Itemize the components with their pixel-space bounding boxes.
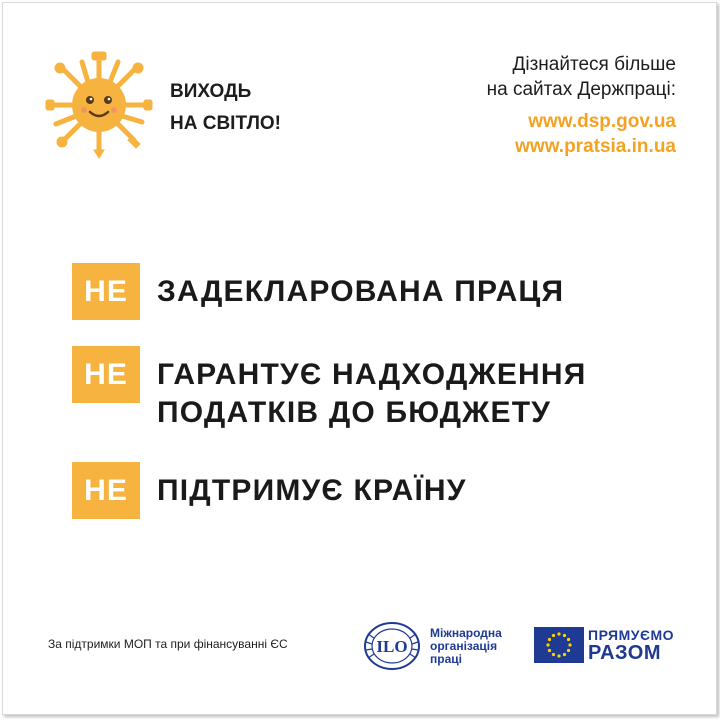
support-text: За підтримки МОП та при фінансуванні ЄС [48, 637, 288, 651]
eu-star [552, 634, 555, 637]
ne-badge: НЕ [72, 346, 140, 403]
svg-text:ILO: ILO [376, 637, 408, 656]
statement-text [157, 263, 564, 311]
ilo-name [430, 627, 502, 666]
ilo-logo [362, 620, 502, 672]
info-line-2: на сайтах Держпраці: [486, 79, 676, 100]
eu-star [567, 649, 570, 652]
eu-flag-icon [534, 627, 584, 663]
sun-logo-icon [44, 50, 154, 160]
ilo-emblem-icon [362, 620, 422, 672]
statement-2 [72, 346, 587, 432]
eu-star [563, 634, 566, 637]
ilo-line-2: організація [430, 638, 498, 653]
link-dsp[interactable]: www.dsp.gov.ua [528, 111, 676, 132]
statement-1 [72, 263, 564, 320]
campaign-title [170, 76, 281, 140]
ilo-line-3: праці [430, 651, 462, 666]
eu-line-2: РАЗОМ [588, 641, 662, 664]
eu-slogan [588, 628, 674, 663]
eu-line-1: ПРЯМУЄМО [588, 626, 674, 643]
eu-star [548, 638, 551, 641]
statement-line: ГАРАНТУЄ НАДХОДЖЕННЯ [157, 358, 587, 391]
campaign-line-1: ВИХОДЬ [170, 81, 252, 102]
info-line-1: Дізнайтеся більше [512, 54, 676, 75]
link-pratsia[interactable]: www.pratsia.in.ua [515, 136, 676, 157]
statement-line: ЗАДЕКЛАРОВАНА ПРАЦЯ [157, 275, 565, 308]
eu-star [567, 638, 570, 641]
statement-line: ПІДТРИМУЄ КРАЇНУ [157, 474, 467, 507]
eu-star [546, 643, 549, 646]
statement-3 [72, 462, 467, 519]
eu-star [557, 654, 560, 657]
info-block [487, 52, 676, 159]
statement-text [157, 346, 587, 432]
ne-badge: НЕ [72, 462, 140, 519]
eu-star [548, 649, 551, 652]
ne-badge: НЕ [72, 263, 140, 320]
eu-star [568, 643, 571, 646]
eu-star [557, 632, 560, 635]
campaign-line-2: НА СВІТЛО! [170, 113, 282, 134]
ilo-line-1: Міжнародна [430, 625, 502, 640]
eu-star [552, 653, 555, 656]
statement-text [157, 462, 467, 510]
statement-line: ПОДАТКІВ ДО БЮДЖЕТУ [157, 396, 552, 429]
links-list [487, 109, 676, 159]
eu-star [563, 653, 566, 656]
eu-logo [534, 627, 674, 663]
